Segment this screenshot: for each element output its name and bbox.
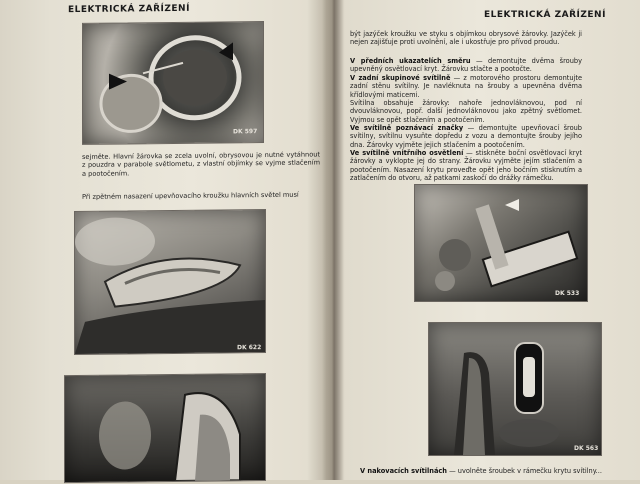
section-rear-lamp-title: V zadní skupinové svítilně	[350, 74, 451, 82]
section-front-indicators-text: — demontujte dvěma šrouby upevněný osvětlovací kryt. Žárovku stlačte a pootočte.	[350, 57, 582, 74]
interior-lamp-illustration	[429, 323, 601, 455]
figure-indicator-photo	[74, 209, 266, 355]
figure-3-code: DK 533	[555, 290, 580, 297]
plate-lamp-illustration	[415, 185, 587, 301]
section-rear-lamp-bulbs: Svítilna obsahuje žárovky: nahoře jednovláknovou, pod ní dvouvláknovou, popř. další jednovláknovou jako zpětný světlomet. Vyjmou se opět stlačením a pootočením.	[350, 99, 582, 124]
section-plate-lamp-title: Ve svítilně poznávací značky	[350, 124, 464, 132]
left-paragraph-2: Při zpětném nasazení upevňovacího kroužku hlavních světel musí	[82, 190, 299, 201]
section-parking-lamps-text: — uvolněte šroubek v rámečku krytu svítilny...	[447, 467, 602, 475]
figure-rear-light-photo	[64, 373, 266, 483]
section-interior-lamp-text: — stiskněte boční osvětlovací kryt žárovky a vyklopte jej do strany. Žárovku vyjměte jejím stlačením a pootočením. Nasazení krytu proveďte opět jeho bočním stisknutím a zatlačením do otvoru, až patkami zaskočí do drážky rámečku.	[350, 149, 582, 183]
section-front-indicators	[350, 57, 582, 74]
section-plate-lamp-text: — demontujte upevňovací šroub svítilny, svítilnu vysuňte dopředu z vozu a demontujte šrouby jejího dna. Žárovky vyjměte jejich stlačením a pootočením.	[350, 124, 582, 149]
rear-light-illustration	[65, 374, 265, 482]
right-page	[336, 0, 636, 480]
section-rear-lamp	[350, 74, 582, 99]
left-page-header: ELEKTRICKÁ ZAŘÍZENÍ	[68, 3, 190, 16]
figure-plate-lamp-photo	[414, 184, 588, 302]
indicator-illustration	[75, 210, 265, 354]
section-front-indicators-title: V předních ukazatelích směru	[350, 57, 471, 65]
right-intro: být jazýček kroužku ve styku s objímkou obrysové žárovky. Jazýček ji nejen zajišťuje proti uvolnění, ale i ukostřuje pro přívod proudu.	[350, 30, 582, 47]
section-interior-lamp-title: Ve svítilně vnitřního osvětlení	[350, 149, 464, 157]
figure-4-code: DK 563	[574, 445, 599, 452]
headlight-illustration	[83, 22, 263, 144]
figure-1-code: DK 597	[233, 128, 258, 136]
figure-headlight-photo	[82, 21, 264, 145]
figure-2-code: DK 622	[237, 344, 262, 352]
section-parking-lamps-title: V nakovacích svítilnách	[360, 467, 447, 475]
left-page	[12, 0, 330, 482]
section-parking-lamps	[360, 467, 622, 475]
figure-interior-lamp-photo	[428, 322, 602, 456]
right-page-header: ELEKTRICKÁ ZAŘÍZENÍ	[484, 10, 606, 20]
section-plate-lamp	[350, 124, 582, 149]
left-paragraph-1: sejměte. Hlavní žárovka se zcela uvolní, obrysovou je nutné vytáhnout z pouzdra v parabole světlometu, z vlastní objímky se vyjme stlačením a pootočením.	[82, 150, 320, 178]
section-interior-lamp	[350, 149, 582, 183]
section-rear-lamp-text: — z motorového prostoru demontujte zadní stěnu svítilny. Je navléknuta na šrouby a upevněna dvěma křídlovými maticemi.	[350, 74, 582, 99]
